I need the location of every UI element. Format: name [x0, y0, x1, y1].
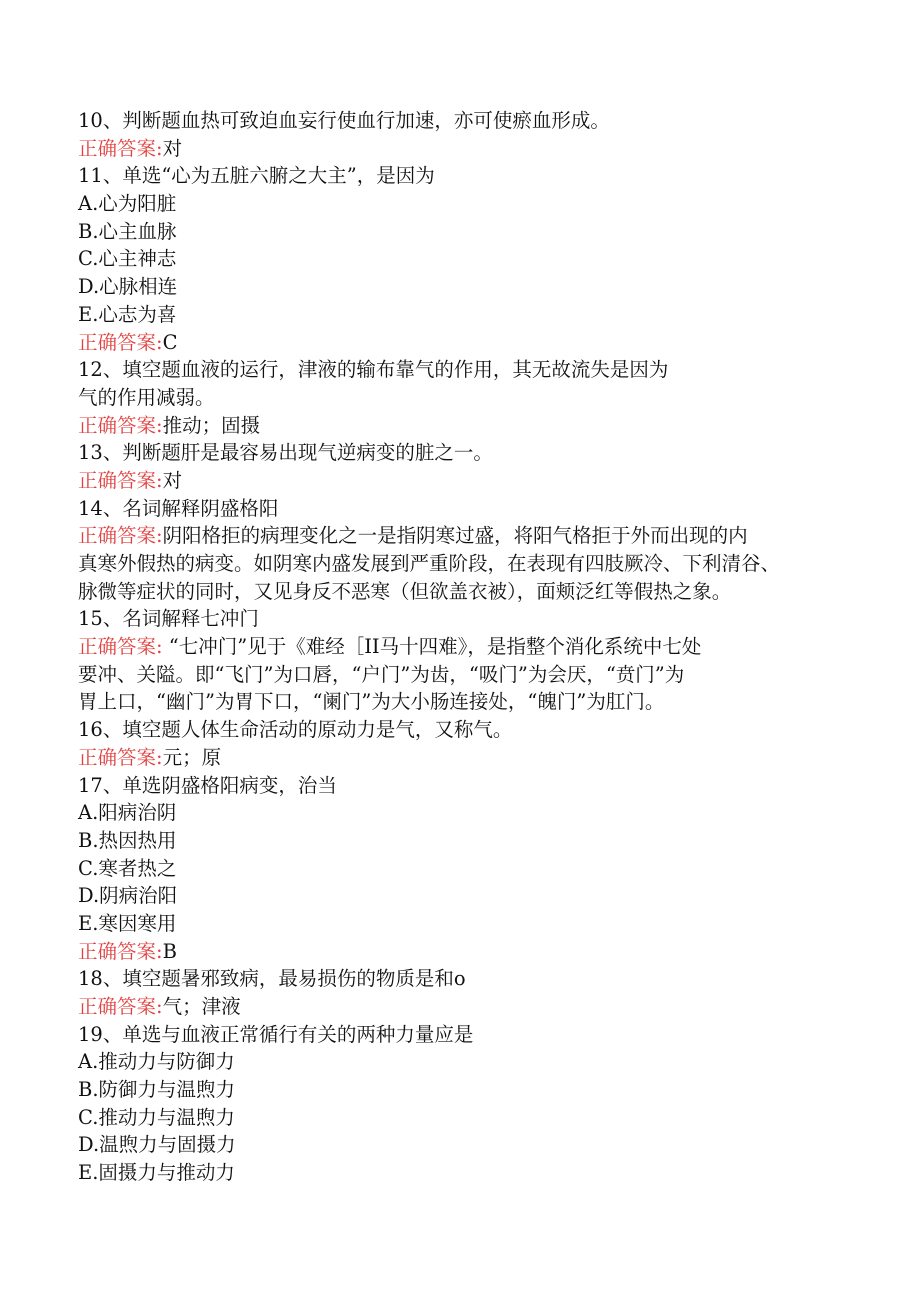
option-line: [78, 301, 858, 329]
question-line: [78, 107, 858, 135]
question-cont-text: 气的作用减弱。: [78, 385, 215, 409]
option-line: [78, 190, 858, 218]
question-line: [78, 162, 858, 190]
option-text: D.阴病治阳: [78, 884, 178, 908]
question-line: [78, 965, 858, 993]
answer-line: [78, 135, 858, 163]
question-line: [78, 605, 858, 633]
answer-cont-text: 脉微等症状的同时，又见身反不恶寒（但欲盖衣被），面颊泛红等假热之象。: [78, 579, 732, 603]
question-text: 10、判断题血热可致迫血妄行使血行加速，亦可使瘀血形成。: [78, 109, 610, 132]
answer-label: 正确答案:: [78, 745, 163, 769]
answer-text: 元；原: [162, 745, 222, 769]
option-line: [78, 827, 858, 855]
option-line: [78, 245, 858, 273]
answer-line: [78, 412, 858, 440]
answer-label: 正确答案:: [78, 939, 163, 963]
answer-cont-line: [78, 661, 858, 689]
option-line: [78, 1131, 858, 1159]
option-text: C.推动力与温煦力: [78, 1105, 235, 1129]
question-cont-line: [78, 384, 858, 412]
option-text: A.推动力与防御力: [78, 1050, 235, 1074]
question-text: 12、填空题血液的运行，津液的输布靠气的作用，其无故流失是因为: [78, 358, 669, 382]
option-text: E.固摄力与推动力: [78, 1161, 235, 1185]
question-line: [78, 716, 858, 744]
question-text: 19、单选与血液正常循行有关的两种力量应是: [78, 1022, 474, 1046]
document-body: [78, 107, 858, 1187]
answer-line: [78, 744, 858, 772]
option-text: B.热因热用: [78, 828, 177, 852]
option-line: [78, 1104, 858, 1132]
option-text: E.寒因寒用: [78, 911, 177, 935]
option-line: [78, 1159, 858, 1187]
answer-text: “七冲门”见于《难经［II马十四难》，是指整个消化系统中七处: [162, 635, 702, 659]
answer-line: [78, 633, 858, 661]
answer-cont-text: 真寒外假热的病变。如阴寒内盛发展到严重阶段，在表现有四肢厥冷、下利清谷、: [78, 552, 781, 575]
answer-line: [78, 938, 858, 966]
answer-cont-text: 胃上口，“幽门”为胃下口，“阑门”为大小肠连接处，“魄门”为肛门。: [78, 690, 665, 714]
answer-text: 阴阳格拒的病理变化之一是指阴寒过盛，将阳气格拒于外而出现的内: [162, 524, 748, 548]
question-line: [78, 356, 858, 384]
question-text: 15、名词解释七冲门: [78, 607, 259, 631]
option-text: B.心主血脉: [78, 219, 177, 243]
option-line: [78, 273, 858, 301]
question-text: 14、名词解释阴盛格阳: [78, 496, 279, 520]
question-text: 17、单选阴盛格阳病变，治当: [78, 773, 337, 797]
option-line: [78, 1048, 858, 1076]
option-text: D.心脉相连: [78, 275, 178, 299]
answer-text: C: [162, 330, 178, 354]
option-text: C.寒者热之: [78, 856, 177, 880]
answer-cont-line: [78, 578, 858, 606]
answer-line: [78, 993, 858, 1021]
answer-line: [78, 467, 858, 495]
option-line: [78, 799, 858, 827]
answer-text: 气；津液: [162, 995, 241, 1018]
question-text: 16、填空题人体生命活动的原动力是气，又称气。: [78, 718, 513, 742]
answer-text: 对: [162, 136, 183, 160]
option-line: [78, 910, 858, 938]
answer-text: B: [162, 939, 177, 963]
answer-cont-text: 要冲、关隘。即“飞门”为口唇，“户门”为齿，“吸门”为会厌，“贲门”为: [78, 662, 685, 686]
answer-label: 正确答案:: [78, 136, 163, 160]
question-line: [78, 439, 858, 467]
option-text: A.阳病治阴: [78, 801, 177, 825]
option-text: B.防御力与温煦力: [78, 1078, 236, 1102]
answer-cont-line: [78, 688, 858, 716]
answer-cont-line: [78, 550, 858, 578]
option-line: [78, 1076, 858, 1104]
answer-text: 对: [162, 468, 183, 492]
option-text: E.心志为喜: [78, 302, 177, 326]
answer-label: 正确答案:: [78, 468, 163, 492]
answer-label: 正确答案:: [78, 635, 163, 659]
option-line: [78, 218, 858, 246]
answer-line: [78, 522, 858, 550]
answer-label: 正确答案:: [78, 524, 163, 548]
answer-label: 正确答案:: [78, 995, 163, 1018]
answer-label: 正确答案:: [78, 330, 163, 354]
question-text: 18、填空题暑邪致病，最易损伤的物质是和o: [78, 967, 466, 991]
answer-line: [78, 329, 858, 357]
question-text: 13、判断题肝是最容易出现气逆病变的脏之一。: [78, 441, 493, 465]
answer-text: 推动；固摄: [162, 413, 261, 437]
question-text: 11、单选“心为五脏六腑之大主”，是因为: [78, 164, 435, 188]
option-text: D.温煦力与固摄力: [78, 1133, 236, 1157]
option-text: C.心主神志: [78, 247, 177, 271]
question-line: [78, 772, 858, 800]
option-line: [78, 882, 858, 910]
option-text: A.心为阳脏: [78, 192, 177, 216]
question-line: [78, 495, 858, 523]
answer-label: 正确答案:: [78, 413, 163, 437]
question-line: [78, 1021, 858, 1049]
option-line: [78, 855, 858, 883]
